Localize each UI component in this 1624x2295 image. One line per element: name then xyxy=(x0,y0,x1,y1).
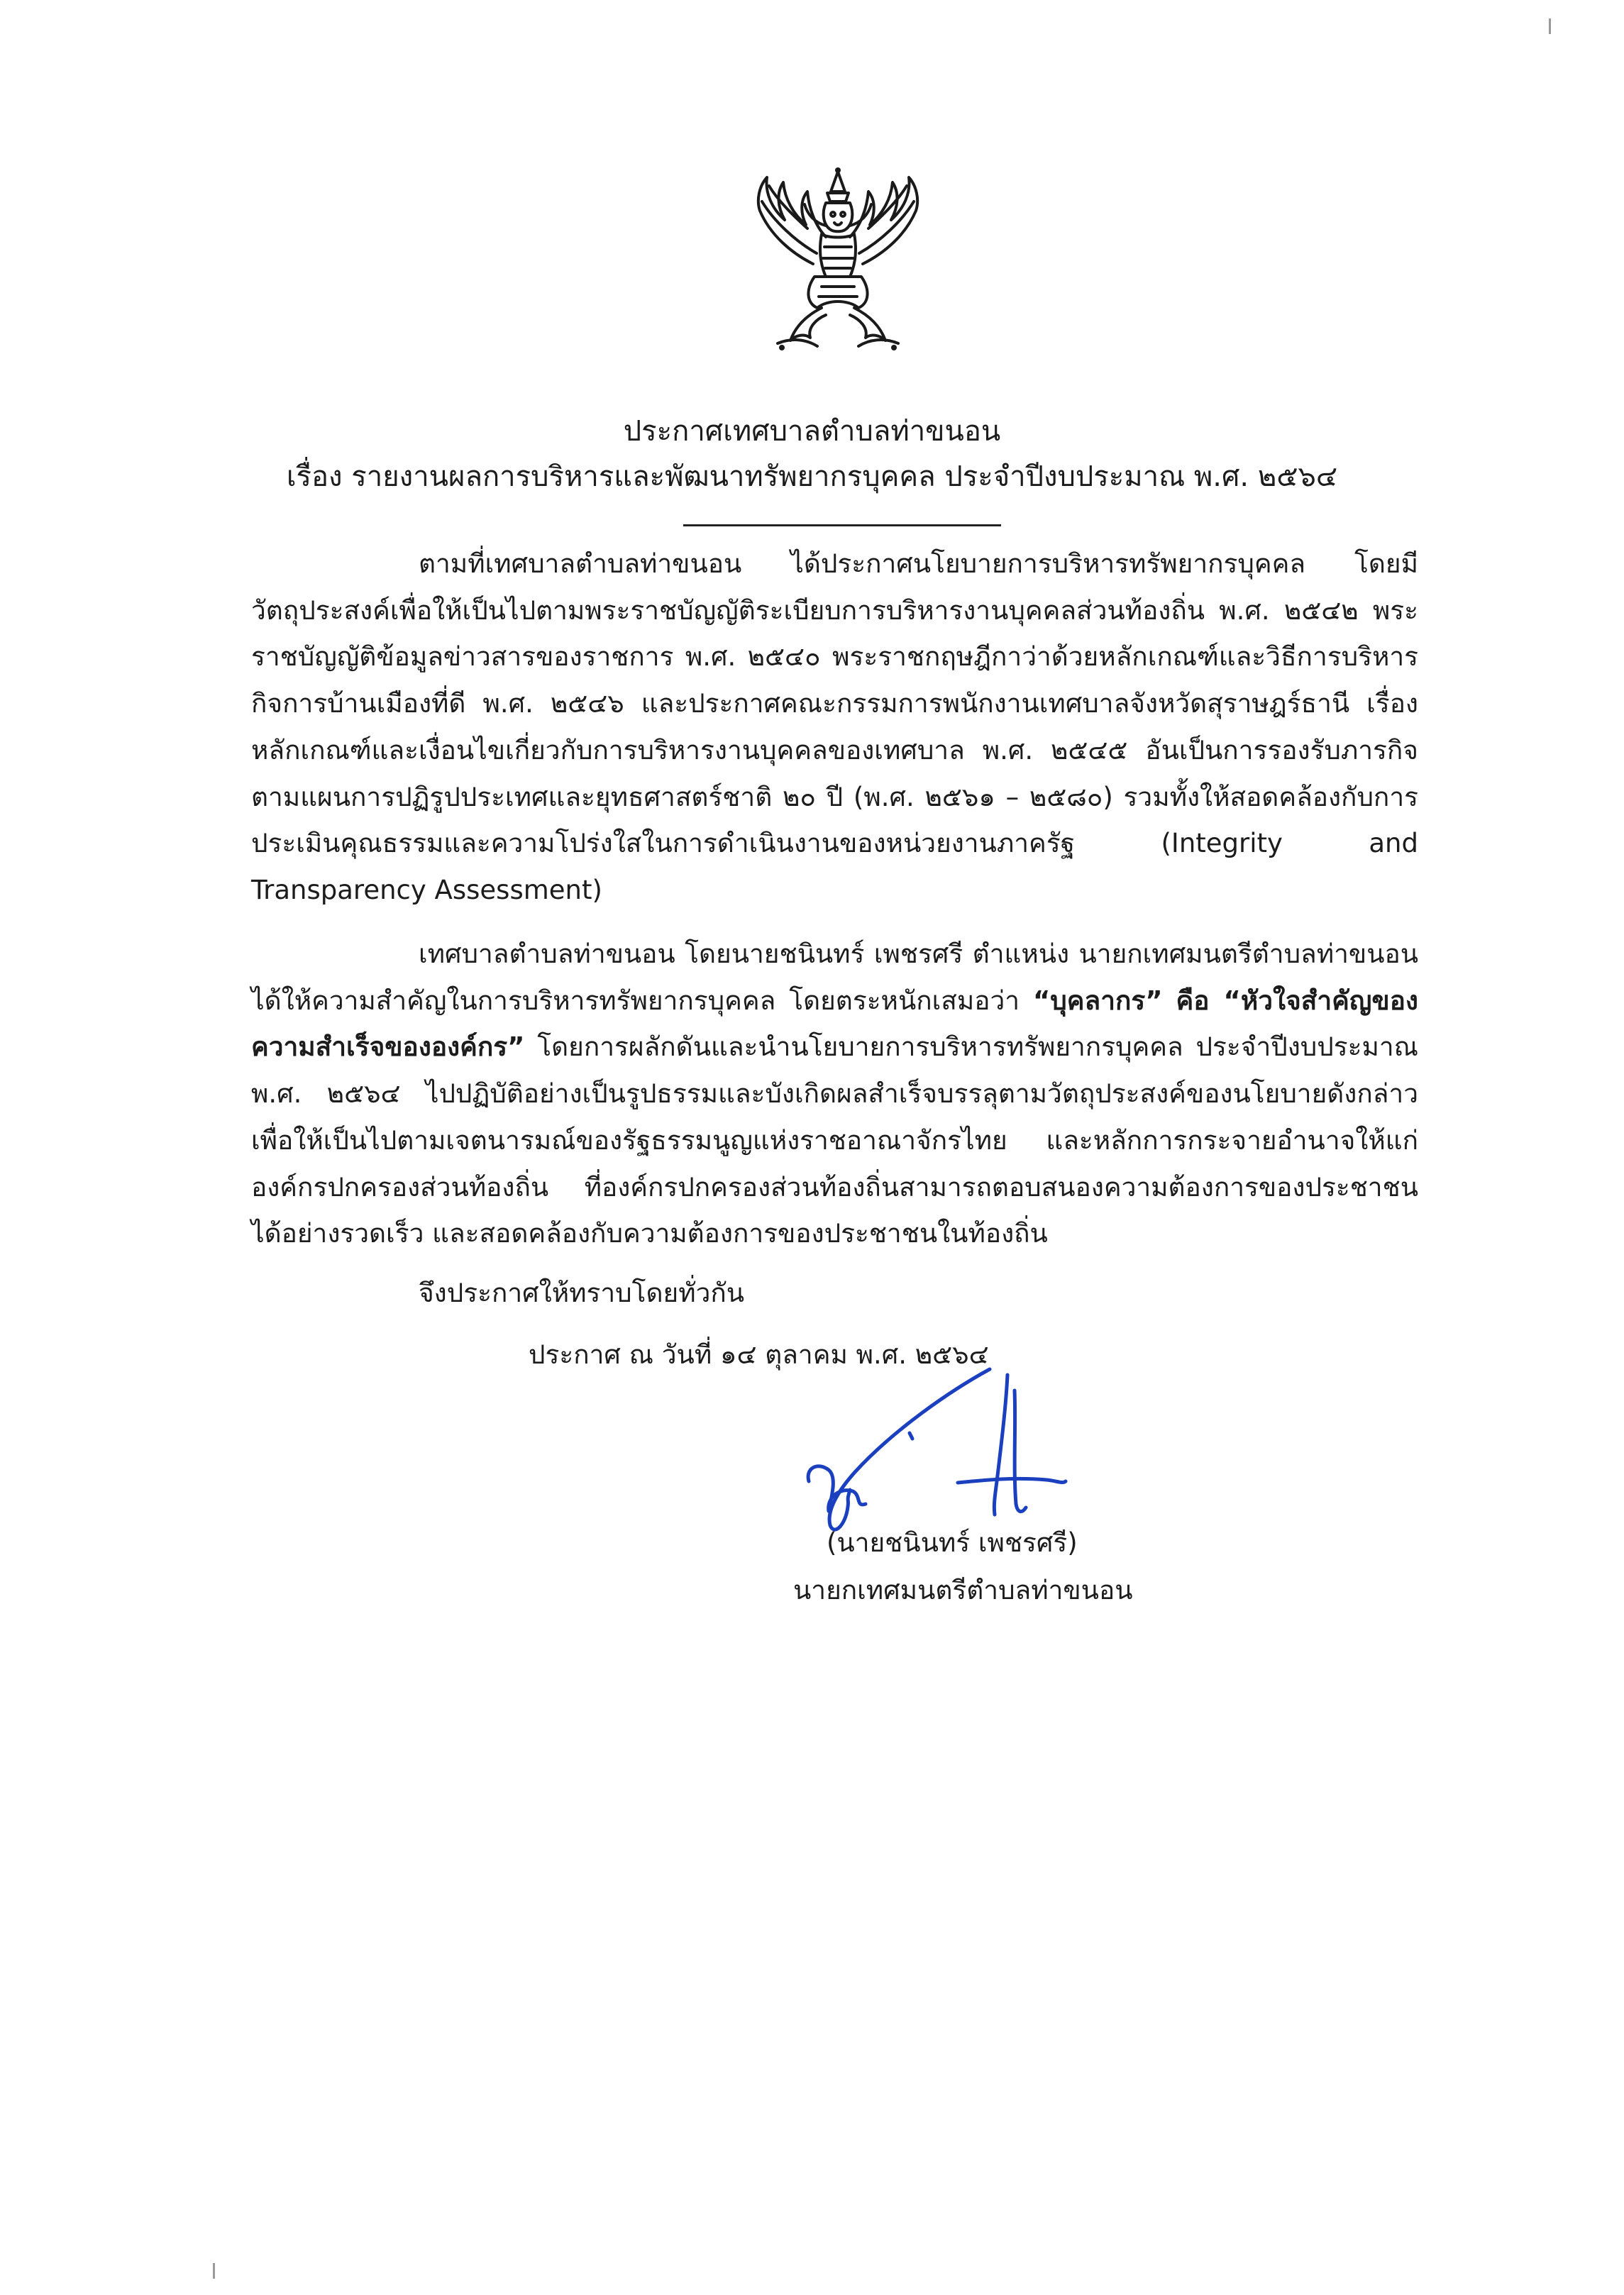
signatory-position: นายกเทศมนตรีตำบลท่าขนอน xyxy=(793,1575,1133,1605)
paragraph-2-text-b xyxy=(1163,985,1176,1016)
body-paragraph-1: ตามที่เทศบาลตำบลท่าขนอน ได้ประกาศนโยบายการบริหารทรัพยากรบุคคล โดยมีวัตถุประสงค์เพื่อให้เป็นไปตามพระราชบัญญัติระเบียบการบริหารงานบุคคลส่วนท้องถิ่น พ.ศ. ๒๕๔๒ พระราชบัญญัติข้อมูลข่าวสารของราชการ พ.ศ. ๒๕๔๐ พระราชกฤษฎีกาว่าด้วยหลักเกณฑ์และวิธีการบริหารกิจการบ้านเมืองที่ดี พ.ศ. ๒๕๔๖ และประกาศคณะกรรมการพนักงานเทศบาลจังหวัดสุราษฎร์ธานี เรื่อง หลักเกณฑ์และเงื่อนไขเกี่ยวกับการบริหารงานบุคคลของเทศบาล พ.ศ. ๒๕๔๕ อันเป็นการรองรับภารกิจตามแผนการปฏิรูปประเทศและยุทธศาสตร์ชาติ ๒๐ ปี (พ.ศ. ๒๕๖๑ – ๒๕๘๐) รวมทั้งให้สอดคล้องกับการประเมินคุณธรรมและความโปร่งใสในการดำเนินงานของหน่วยงานภาครัฐ (Integrity and Transparency Assessment) xyxy=(251,548,1418,905)
emphasis-heart-of-success: คือ “หัวใจสำคัญของความสำเร็จขององค์กร” xyxy=(251,985,1418,1063)
paragraph-2-text-c: โดยการผลักดันและนำนโยบายการบริหารทรัพยากรบุคคล ประจำปีงบประมาณ พ.ศ. ๒๕๖๔ ไปปฏิบัติอย่างเป็นรูปธรรมและบังเกิดผลสำเร็จบรรลุตามวัตถุประสงค์ของนโยบายดังกล่าว เพื่อให้เป็นไปตามเจตนารมณ์ของรัฐธรรมนูญแห่งราชอาณาจักรไทย และหลักการกระจายอำนาจให้แก่องค์กรปกครองส่วนท้องถิ่น ที่องค์กรปกครองส่วนท้องถิ่นสามารถตอบสนองความต้องการของประชาชนได้อย่างรวดเร็ว และสอดคล้องกับความต้องการของประชาชนในท้องถิ่น xyxy=(251,1032,1418,1249)
title-divider xyxy=(683,524,1001,526)
scan-mark xyxy=(213,2263,215,2279)
paragraph-2-text-a: เทศบาลตำบลท่าขนอน โดยนายชนินทร์ เพชรศรี ตำแหน่ง นายกเทศมนตรีตำบลท่าขนอน ได้ให้ความสำคัญในการบริหารทรัพยากรบุคคล โดยตระหนักเสมอว่า xyxy=(251,939,1418,1016)
announcement-subject: เรื่อง รายงานผลการบริหารและพัฒนาทรัพยากรบุคคล ประจำปีงบประมาณ พ.ศ. ๒๕๖๔ xyxy=(286,460,1338,493)
signatory-name: (นายชนินทร์ เพชรศรี) xyxy=(827,1527,1078,1558)
emphasis-personnel: “บุคลากร” xyxy=(1032,985,1163,1016)
handwritten-signature xyxy=(788,1362,1086,1547)
garuda-emblem-icon xyxy=(728,157,948,363)
body-paragraph-2 xyxy=(251,931,1418,1257)
announcement-title: ประกาศเทศบาลตำบลท่าขนอน xyxy=(623,415,1001,448)
scan-mark xyxy=(1549,18,1551,34)
closing-statement: จึงประกาศให้ทราบโดยทั่วกัน xyxy=(419,1278,745,1308)
announcement-date: ประกาศ ณ วันที่ ๑๔ ตุลาคม พ.ศ. ๒๕๖๔ xyxy=(529,1339,989,1370)
